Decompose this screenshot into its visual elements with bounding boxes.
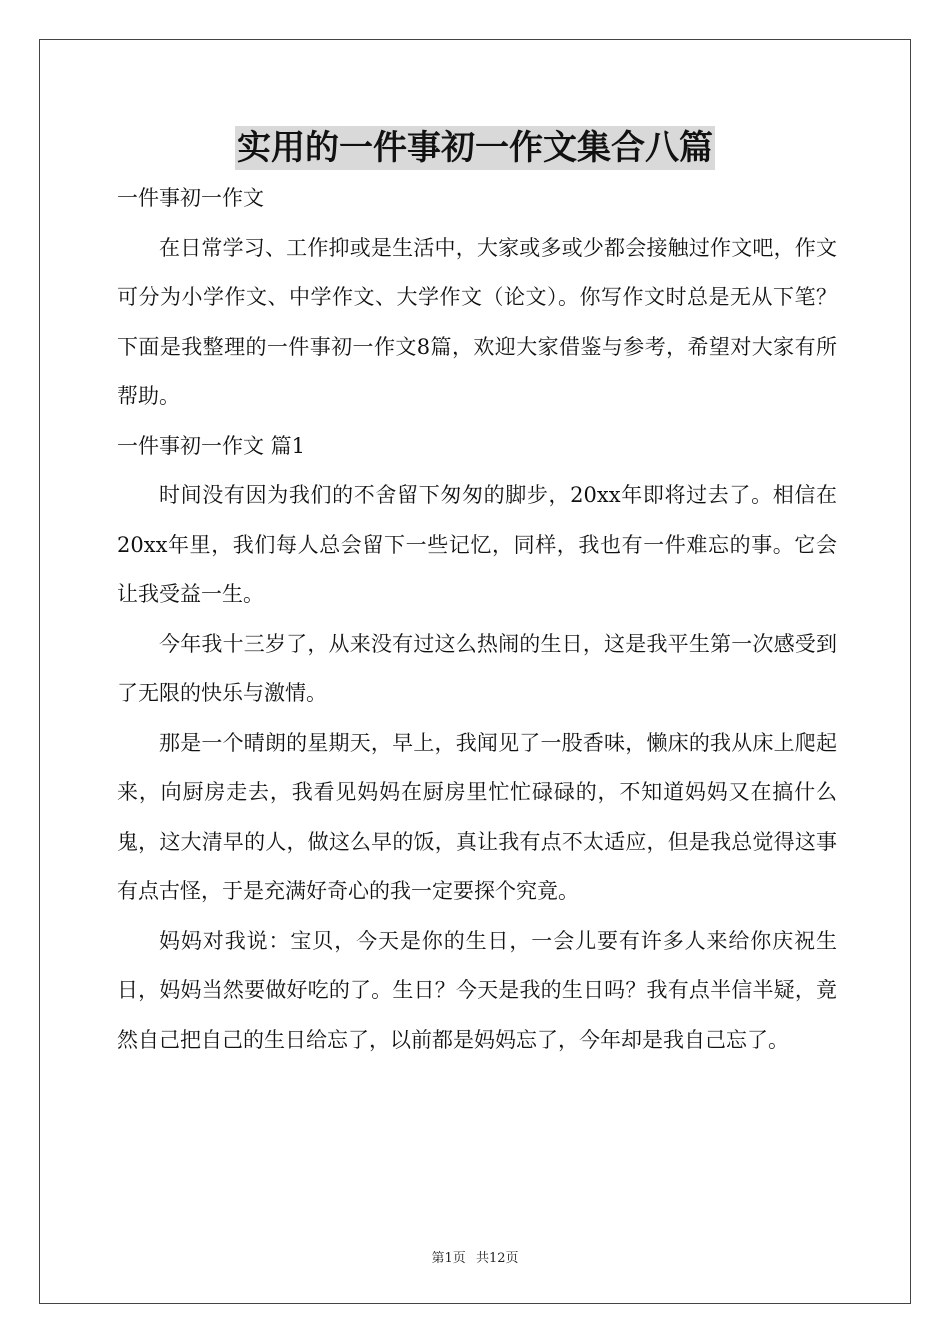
paragraph: 在日常学习、工作抑或是生活中，大家或多或少都会接触过作文吧，作文可分为小学作文、中学作文、大学作文（论文）。你写作文时总是无从下笔？下面是我整理的一件事初一作文8篇，欢迎大家借鉴与参考，希望对大家有所帮助。 bbox=[117, 235, 837, 408]
paragraph: 今年我十三岁了，从来没有过这么热闹的生日，这是我平生第一次感受到了无限的快乐与激情。 bbox=[117, 631, 837, 705]
paragraph: 妈妈对我说：宝贝，今天是你的生日，一会儿要有许多人来给你庆祝生日，妈妈当然要做好吃的了。生日？今天是我的生日吗？我有点半信半疑，竟然自己把自己的生日给忘了，以前都是妈妈忘了，今年却是我自己忘了。 bbox=[117, 928, 837, 1052]
page-total: 共12页 bbox=[475, 1251, 519, 1266]
section-heading: 一件事初一作文 bbox=[117, 186, 264, 210]
title-area bbox=[0, 126, 950, 170]
paragraph: 那是一个晴朗的星期天，早上，我闻见了一股香味，懒床的我从床上爬起来，向厨房走去，我看见妈妈在厨房里忙忙碌碌的，不知道妈妈又在搞什么鬼，这大清早的人，做这么早的饭，真让我有点不太适应，但是我总觉得这事有点古怪，于是充满好奇心的我一定要探个究竟。 bbox=[117, 730, 837, 903]
page-number: 第1页 bbox=[431, 1251, 466, 1266]
document-body bbox=[117, 174, 837, 1065]
page-footer bbox=[0, 1247, 950, 1266]
section-heading: 一件事初一作文 篇1 bbox=[117, 433, 306, 458]
paragraph: 时间没有因为我们的不舍留下匆匆的脚步，20xx年即将过去了。相信在20xx年里，我们每人总会留下一些记忆，同样，我也有一件难忘的事。它会让我受益一生。 bbox=[117, 483, 837, 606]
document-title: 实用的一件事初一作文集合八篇 bbox=[237, 128, 713, 168]
